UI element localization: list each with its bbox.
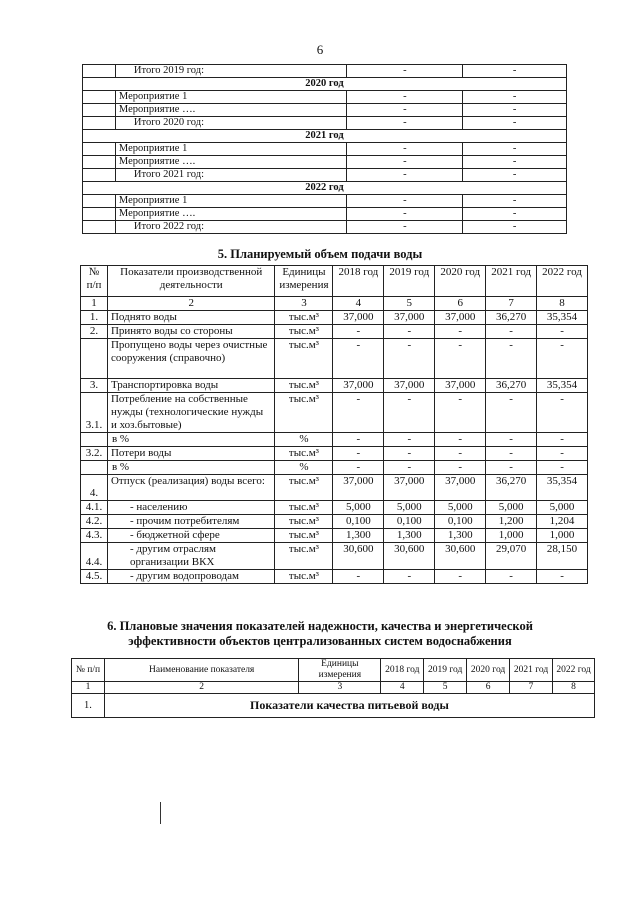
unit-cell: тыс.м³: [275, 529, 333, 543]
unit-cell: тыс.м³: [275, 543, 333, 570]
value-cell: -: [384, 433, 435, 447]
unit-cell: тыс.м³: [275, 379, 333, 393]
value-cell: -: [333, 393, 384, 433]
table-row: [81, 447, 588, 461]
table-row: [81, 379, 588, 393]
header-cell: 2020 год: [467, 659, 510, 682]
indicator-name: Потери воды: [107, 447, 274, 461]
table-row: [83, 221, 567, 234]
table-row: [83, 65, 567, 78]
value-cell: -: [537, 393, 588, 433]
value-cell: -: [384, 325, 435, 339]
value-cell: 5,000: [384, 501, 435, 515]
value-cell: 0,100: [435, 515, 486, 529]
row-number: 4.: [81, 475, 108, 501]
unit-cell: тыс.м³: [275, 325, 333, 339]
value-cell: 36,270: [486, 475, 537, 501]
table-row: [81, 501, 588, 515]
table-row: [83, 195, 567, 208]
header-cell: Показатели производственной деятельности: [107, 266, 274, 297]
value-cell: -: [384, 393, 435, 433]
item-name: Мероприятие 1: [115, 91, 347, 104]
value-cell: -: [463, 117, 567, 130]
header-cell: № п/п: [81, 266, 108, 297]
row-number: 2.: [81, 325, 108, 339]
value-cell: -: [347, 169, 463, 182]
row-number: 4.5.: [81, 570, 108, 584]
unit-cell: тыс.м³: [275, 339, 333, 379]
column-number: 4: [381, 682, 424, 694]
table-row: [81, 543, 588, 570]
unit-cell: тыс.м³: [275, 311, 333, 325]
value-cell: -: [463, 91, 567, 104]
item-name: Итого 2022 год:: [115, 221, 347, 234]
value-cell: 37,000: [435, 379, 486, 393]
row-number: 4.4.: [81, 543, 108, 570]
column-number: 8: [537, 297, 588, 311]
value-cell: -: [347, 117, 463, 130]
indicators-table: [71, 658, 595, 718]
value-cell: -: [537, 570, 588, 584]
unit-cell: тыс.м³: [275, 570, 333, 584]
column-number: 6: [467, 682, 510, 694]
year-label: 2022 год: [83, 182, 567, 195]
value-cell: 0,100: [384, 515, 435, 529]
value-cell: 1,300: [384, 529, 435, 543]
table-row: [81, 433, 588, 447]
item-name: Итого 2020 год:: [115, 117, 347, 130]
table-row: [81, 393, 588, 433]
value-cell: 35,354: [537, 311, 588, 325]
value-cell: 36,270: [486, 379, 537, 393]
value-cell: -: [333, 570, 384, 584]
value-cell: -: [486, 433, 537, 447]
table-row: [83, 104, 567, 117]
value-cell: -: [333, 325, 384, 339]
value-cell: -: [384, 461, 435, 475]
item-name: Итого 2019 год:: [115, 65, 347, 78]
value-cell: -: [384, 339, 435, 379]
indicator-name: в %: [107, 433, 274, 447]
blank-cell: [83, 143, 116, 156]
value-cell: -: [486, 447, 537, 461]
value-cell: 35,354: [537, 379, 588, 393]
indicator-name: Транспортировка воды: [107, 379, 274, 393]
value-cell: 30,600: [333, 543, 384, 570]
column-number: 5: [424, 682, 467, 694]
page-number: 6: [316, 42, 324, 57]
unit-cell: тыс.м³: [275, 475, 333, 501]
indicator-name: - бюджетной сфере: [107, 529, 274, 543]
value-cell: 1,300: [333, 529, 384, 543]
value-cell: 37,000: [435, 475, 486, 501]
unit-cell: тыс.м³: [275, 447, 333, 461]
header-cell: Единицы измерения: [275, 266, 333, 297]
value-cell: 1,000: [486, 529, 537, 543]
value-cell: -: [537, 447, 588, 461]
value-cell: -: [347, 208, 463, 221]
value-cell: 5,000: [435, 501, 486, 515]
blank-cell: [83, 104, 116, 117]
value-cell: -: [463, 65, 567, 78]
row-number: 3.2.: [81, 447, 108, 461]
value-cell: 37,000: [333, 311, 384, 325]
table-row: [83, 156, 567, 169]
value-cell: 36,270: [486, 311, 537, 325]
indicator-name: Поднято воды: [107, 311, 274, 325]
blank-cell: [83, 169, 116, 182]
table-row: [72, 694, 595, 718]
row-number: 3.: [81, 379, 108, 393]
value-cell: 37,000: [384, 475, 435, 501]
year-label: 2021 год: [83, 130, 567, 143]
year-label: 2020 год: [83, 78, 567, 91]
item-name: Мероприятие 1: [115, 143, 347, 156]
blank-cell: [83, 156, 116, 169]
value-cell: -: [435, 461, 486, 475]
value-cell: -: [347, 104, 463, 117]
value-cell: 30,600: [435, 543, 486, 570]
table-row: [83, 208, 567, 221]
column-numbers-row: [72, 682, 595, 694]
column-number: 5: [384, 297, 435, 311]
indicator-name: - другим отраслям организации ВКХ: [107, 543, 274, 570]
row-number: [81, 339, 108, 379]
value-cell: -: [333, 461, 384, 475]
value-cell: 37,000: [384, 379, 435, 393]
table-row: [81, 325, 588, 339]
header-cell: 2021 год: [510, 659, 553, 682]
year-row: [83, 78, 567, 91]
value-cell: -: [537, 461, 588, 475]
year-row: [83, 182, 567, 195]
value-cell: 35,354: [537, 475, 588, 501]
value-cell: -: [347, 195, 463, 208]
value-cell: -: [463, 195, 567, 208]
table-header-row: [81, 266, 588, 297]
table-row: [83, 169, 567, 182]
value-cell: -: [463, 104, 567, 117]
value-cell: -: [347, 221, 463, 234]
column-number: 7: [510, 682, 553, 694]
value-cell: -: [333, 339, 384, 379]
row-number: 1.: [81, 311, 108, 325]
value-cell: -: [347, 91, 463, 104]
value-cell: -: [347, 65, 463, 78]
blank-cell: [83, 117, 116, 130]
row-number: [81, 433, 108, 447]
value-cell: -: [384, 570, 435, 584]
value-cell: 37,000: [384, 311, 435, 325]
header-cell: № п/п: [72, 659, 105, 682]
value-cell: -: [347, 143, 463, 156]
unit-cell: тыс.м³: [275, 393, 333, 433]
value-cell: -: [463, 143, 567, 156]
value-cell: -: [486, 339, 537, 379]
water-supply-table: [80, 265, 588, 584]
column-number: 3: [275, 297, 333, 311]
row-number: 3.1.: [81, 393, 108, 433]
value-cell: 5,000: [333, 501, 384, 515]
value-cell: -: [435, 325, 486, 339]
column-number: 7: [486, 297, 537, 311]
value-cell: 29,070: [486, 543, 537, 570]
item-name: Итого 2021 год:: [115, 169, 347, 182]
column-number: 6: [435, 297, 486, 311]
value-cell: 37,000: [333, 475, 384, 501]
table-row: [81, 339, 588, 379]
value-cell: -: [486, 461, 537, 475]
column-number: 1: [81, 297, 108, 311]
budget-table: [82, 64, 567, 234]
table-row: [83, 91, 567, 104]
indicator-name: Потребление на собственные нужды (технологические нужды и хоз.бытовые): [107, 393, 274, 433]
header-cell: 2022 год: [552, 659, 594, 682]
header-cell: Единицы измерения: [299, 659, 381, 682]
value-cell: -: [435, 393, 486, 433]
value-cell: -: [435, 339, 486, 379]
item-name: Мероприятие ….: [115, 208, 347, 221]
value-cell: -: [333, 447, 384, 461]
row-number: 4.2.: [81, 515, 108, 529]
table-row: [83, 143, 567, 156]
indicator-name: Пропущено воды через очистные сооружения (справочно): [107, 339, 274, 379]
value-cell: 1,200: [486, 515, 537, 529]
header-cell: 2018 год: [333, 266, 384, 297]
blank-cell: [83, 208, 116, 221]
value-cell: 37,000: [435, 311, 486, 325]
value-cell: -: [537, 433, 588, 447]
column-number: 1: [72, 682, 105, 694]
header-cell: 2019 год: [424, 659, 467, 682]
section-6-title-line1: 6. Плановые значения показателей надежности, качества и энергетической: [107, 619, 533, 633]
table-row: [81, 570, 588, 584]
section-6-title-line2: эффективности объектов централизованных систем водоснабжения: [128, 634, 512, 648]
column-numbers-row: [81, 297, 588, 311]
unit-cell: тыс.м³: [275, 501, 333, 515]
value-cell: 28,150: [537, 543, 588, 570]
value-cell: 5,000: [537, 501, 588, 515]
item-name: Мероприятие ….: [115, 104, 347, 117]
table-row: [83, 117, 567, 130]
value-cell: 37,000: [333, 379, 384, 393]
indicator-name: - населению: [107, 501, 274, 515]
row-number: 4.1.: [81, 501, 108, 515]
row-number: 4.3.: [81, 529, 108, 543]
table-row: [81, 515, 588, 529]
blank-cell: [83, 221, 116, 234]
value-cell: -: [333, 433, 384, 447]
value-cell: -: [435, 433, 486, 447]
indicator-name: Принято воды со стороны: [107, 325, 274, 339]
column-number: 2: [107, 297, 274, 311]
table-row: [81, 475, 588, 501]
item-name: Мероприятие ….: [115, 156, 347, 169]
year-row: [83, 130, 567, 143]
value-cell: -: [463, 156, 567, 169]
value-cell: 1,000: [537, 529, 588, 543]
value-cell: -: [463, 169, 567, 182]
indicator-name: - прочим потребителям: [107, 515, 274, 529]
blank-cell: [83, 195, 116, 208]
header-cell: 2021 год: [486, 266, 537, 297]
header-cell: 2022 год: [537, 266, 588, 297]
header-cell: 2018 год: [381, 659, 424, 682]
unit-cell: %: [275, 433, 333, 447]
table-header-row: [72, 659, 595, 682]
row-title: Показатели качества питьевой воды: [104, 694, 594, 718]
margin-mark: [160, 802, 161, 824]
row-number: 1.: [72, 694, 105, 718]
table-row: [81, 311, 588, 325]
value-cell: -: [435, 447, 486, 461]
column-number: 2: [104, 682, 299, 694]
column-number: 3: [299, 682, 381, 694]
blank-cell: [83, 65, 116, 78]
column-number: 8: [552, 682, 594, 694]
value-cell: -: [384, 447, 435, 461]
indicator-name: - другим водопроводам: [107, 570, 274, 584]
value-cell: 5,000: [486, 501, 537, 515]
indicator-name: Отпуск (реализация) воды всего:: [107, 475, 274, 501]
table-row: [81, 461, 588, 475]
row-number: [81, 461, 108, 475]
value-cell: -: [537, 325, 588, 339]
section-5-title: 5. Планируемый объем подачи воды: [217, 247, 423, 261]
unit-cell: тыс.м³: [275, 515, 333, 529]
column-number: 4: [333, 297, 384, 311]
value-cell: 30,600: [384, 543, 435, 570]
section-6-title: [0, 619, 640, 649]
value-cell: 1,204: [537, 515, 588, 529]
value-cell: -: [486, 570, 537, 584]
blank-cell: [83, 91, 116, 104]
item-name: Мероприятие 1: [115, 195, 347, 208]
header-cell: 2019 год: [384, 266, 435, 297]
indicator-name: в %: [107, 461, 274, 475]
value-cell: 0,100: [333, 515, 384, 529]
unit-cell: %: [275, 461, 333, 475]
table-row: [81, 529, 588, 543]
value-cell: -: [486, 325, 537, 339]
value-cell: -: [347, 156, 463, 169]
value-cell: 1,300: [435, 529, 486, 543]
value-cell: -: [463, 208, 567, 221]
value-cell: -: [486, 393, 537, 433]
header-cell: 2020 год: [435, 266, 486, 297]
value-cell: -: [537, 339, 588, 379]
value-cell: -: [463, 221, 567, 234]
header-cell: Наименование показателя: [104, 659, 299, 682]
value-cell: -: [435, 570, 486, 584]
